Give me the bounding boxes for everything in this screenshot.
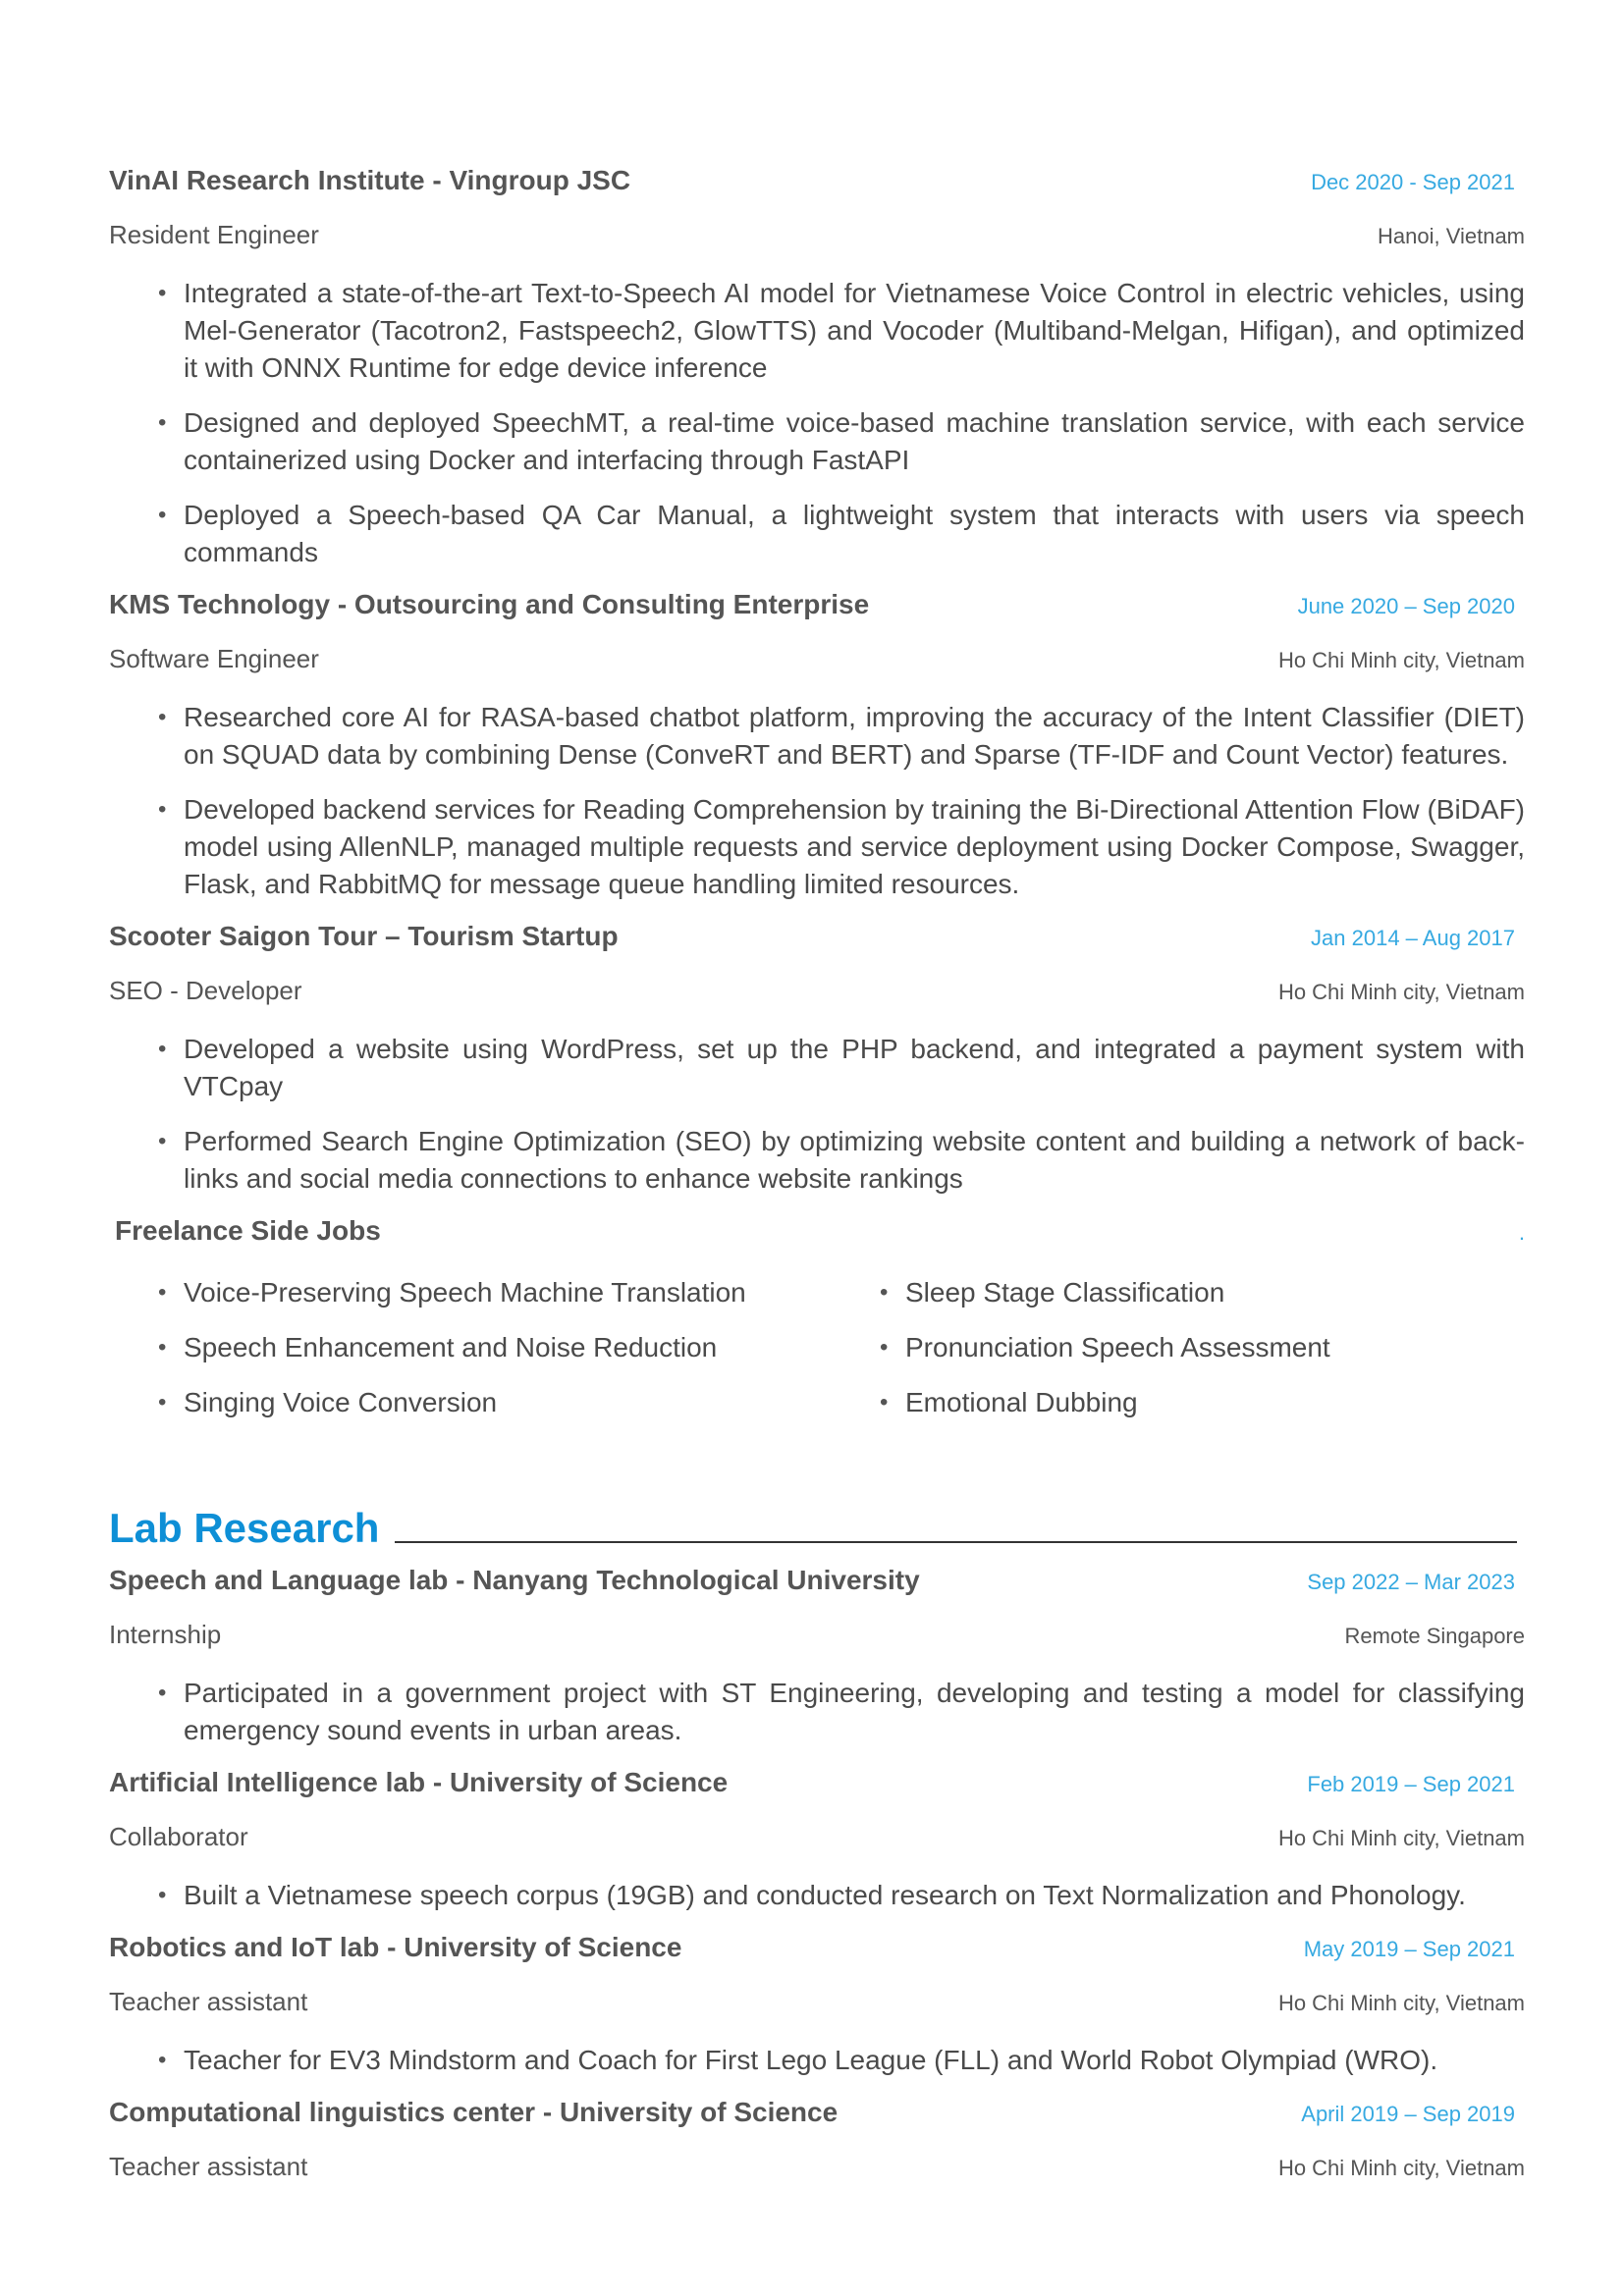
section-title: Lab Research xyxy=(109,1505,380,1551)
freelance-item: • Emotional Dubbing xyxy=(831,1384,1525,1421)
org-name: Scooter Saigon Tour – Tourism Startup xyxy=(109,921,619,951)
entry-subheader xyxy=(109,2152,1525,2207)
freelance-title: Freelance Side Jobs xyxy=(115,1215,381,1246)
date-range: Feb 2019 – Sep 2021 xyxy=(1307,1772,1515,1796)
lab-entry xyxy=(109,1932,1525,2079)
bullet-item: • Developed backend services for Reading Comprehension by training the Bi-Directional Attention Flow (BiDAF) model using AllenNLP, managed multiple requests and service deployment using Docker Compose, Swagger, Flask, and RabbitMQ for message queue handling limited resources. xyxy=(109,791,1525,903)
freelance-item: • Sleep Stage Classification xyxy=(831,1274,1525,1311)
freelance-item: • Singing Voice Conversion xyxy=(109,1384,831,1421)
role-title: Internship xyxy=(109,1620,222,1649)
org-name: Artificial Intelligence lab - University of Science xyxy=(109,1767,729,1797)
bullet-item: • Integrated a state-of-the-art Text-to-Speech AI model for Vietnamese Voice Control in electric vehicles, using Mel-Generator (Tacotron2, Fastspeech2, GlowTTS) and Vocoder (Multiband-Melgan, Hifigan), and optimized it with ONNX Runtime for edge device inference xyxy=(109,275,1525,387)
location: Hanoi, Vietnam xyxy=(1377,224,1525,248)
location: Ho Chi Minh city, Vietnam xyxy=(1277,1826,1525,1850)
entry-subheader xyxy=(109,220,1525,275)
freelance-item: • Pronunciation Speech Assessment xyxy=(831,1329,1525,1366)
role-title: Teacher assistant xyxy=(109,2152,308,2181)
entry-header xyxy=(109,1767,1525,1822)
bullet-item: • Participated in a government project with ST Engineering, developing and testing a model for classifying emergency sound events in urban areas. xyxy=(109,1675,1525,1749)
entry-header xyxy=(109,921,1525,976)
bullet-list xyxy=(109,275,1525,571)
bullet-list xyxy=(109,699,1525,903)
bullet-list xyxy=(109,1877,1525,1914)
date-range: Sep 2022 – Mar 2023 xyxy=(1307,1570,1515,1594)
entry-header xyxy=(109,165,1525,220)
freelance-list xyxy=(109,1274,1525,1439)
experience-entry xyxy=(109,921,1525,1198)
freelance-item: • Speech Enhancement and Noise Reduction xyxy=(109,1329,831,1366)
lab-entry xyxy=(109,1565,1525,1749)
freelance-item: • Voice-Preserving Speech Machine Translation xyxy=(109,1274,831,1311)
bullet-list xyxy=(109,1675,1525,1749)
entry-header xyxy=(109,2097,1525,2152)
role-title: Software Engineer xyxy=(109,644,319,673)
bullet-item: • Teacher for EV3 Mindstorm and Coach for First Lego League (FLL) and World Robot Olympiad (WRO). xyxy=(109,2042,1525,2079)
freelance-header xyxy=(109,1215,1525,1274)
org-name: Robotics and IoT lab - University of Science xyxy=(109,1932,682,1962)
location: Ho Chi Minh city, Vietnam xyxy=(1277,1991,1525,2015)
bullet-list xyxy=(109,1031,1525,1198)
org-name: Speech and Language lab - Nanyang Technological University xyxy=(109,1565,920,1595)
date-range: May 2019 – Sep 2021 xyxy=(1303,1937,1515,1961)
date-range: June 2020 – Sep 2020 xyxy=(1297,594,1515,618)
entry-subheader xyxy=(109,1620,1525,1675)
role-title: SEO - Developer xyxy=(109,976,302,1005)
role-title: Resident Engineer xyxy=(109,220,319,249)
resume-content xyxy=(109,165,1525,2207)
entry-subheader xyxy=(109,976,1525,1031)
bullet-item: • Researched core AI for RASA-based chatbot platform, improving the accuracy of the Intent Classifier (DIET) on SQUAD data by combining Dense (ConveRT and BERT) and Sparse (TF-IDF and Count Vector) features. xyxy=(109,699,1525,774)
location: Ho Chi Minh city, Vietnam xyxy=(1277,648,1525,672)
bullet-item: • Built a Vietnamese speech corpus (19GB) and conducted research on Text Normalization and Phonology. xyxy=(109,1877,1525,1914)
freelance-block xyxy=(109,1215,1525,1439)
bullet-list xyxy=(109,2042,1525,2079)
org-name: VinAI Research Institute - Vingroup JSC xyxy=(109,165,631,195)
experience-entry xyxy=(109,589,1525,903)
bullet-item: • Designed and deployed SpeechMT, a real-time voice-based machine translation service, with each service containerized using Docker and interfacing through FastAPI xyxy=(109,404,1525,479)
entry-subheader xyxy=(109,1822,1525,1877)
date-range: Jan 2014 – Aug 2017 xyxy=(1311,926,1515,950)
org-name: Computational linguistics center - University of Science xyxy=(109,2097,839,2127)
org-name: KMS Technology - Outsourcing and Consulting Enterprise xyxy=(109,589,870,619)
lab-entry xyxy=(109,1767,1525,1914)
location: Ho Chi Minh city, Vietnam xyxy=(1277,980,1525,1004)
lab-entry xyxy=(109,2097,1525,2207)
section-header-lab-research xyxy=(109,1482,1525,1551)
bullet-item: • Performed Search Engine Optimization (SEO) by optimizing website content and building a network of back-links and social media connections to enhance website rankings xyxy=(109,1123,1525,1198)
experience-entry xyxy=(109,165,1525,571)
entry-header xyxy=(109,1932,1525,1987)
role-title: Collaborator xyxy=(109,1822,248,1851)
location: Ho Chi Minh city, Vietnam xyxy=(1277,2156,1525,2180)
role-title: Teacher assistant xyxy=(109,1987,308,2016)
entry-header xyxy=(109,589,1525,644)
section-divider xyxy=(395,1541,1517,1543)
entry-header xyxy=(109,1565,1525,1620)
location: Remote Singapore xyxy=(1344,1624,1525,1648)
date-range: April 2019 – Sep 2019 xyxy=(1301,2102,1515,2126)
freelance-date-dot: . xyxy=(1518,1220,1525,1245)
bullet-item: • Developed a website using WordPress, set up the PHP backend, and integrated a payment system with VTCpay xyxy=(109,1031,1525,1105)
entry-subheader xyxy=(109,1987,1525,2042)
date-range: Dec 2020 - Sep 2021 xyxy=(1311,170,1515,194)
bullet-item: • Deployed a Speech-based QA Car Manual, a lightweight system that interacts with users via speech commands xyxy=(109,497,1525,571)
entry-subheader xyxy=(109,644,1525,699)
